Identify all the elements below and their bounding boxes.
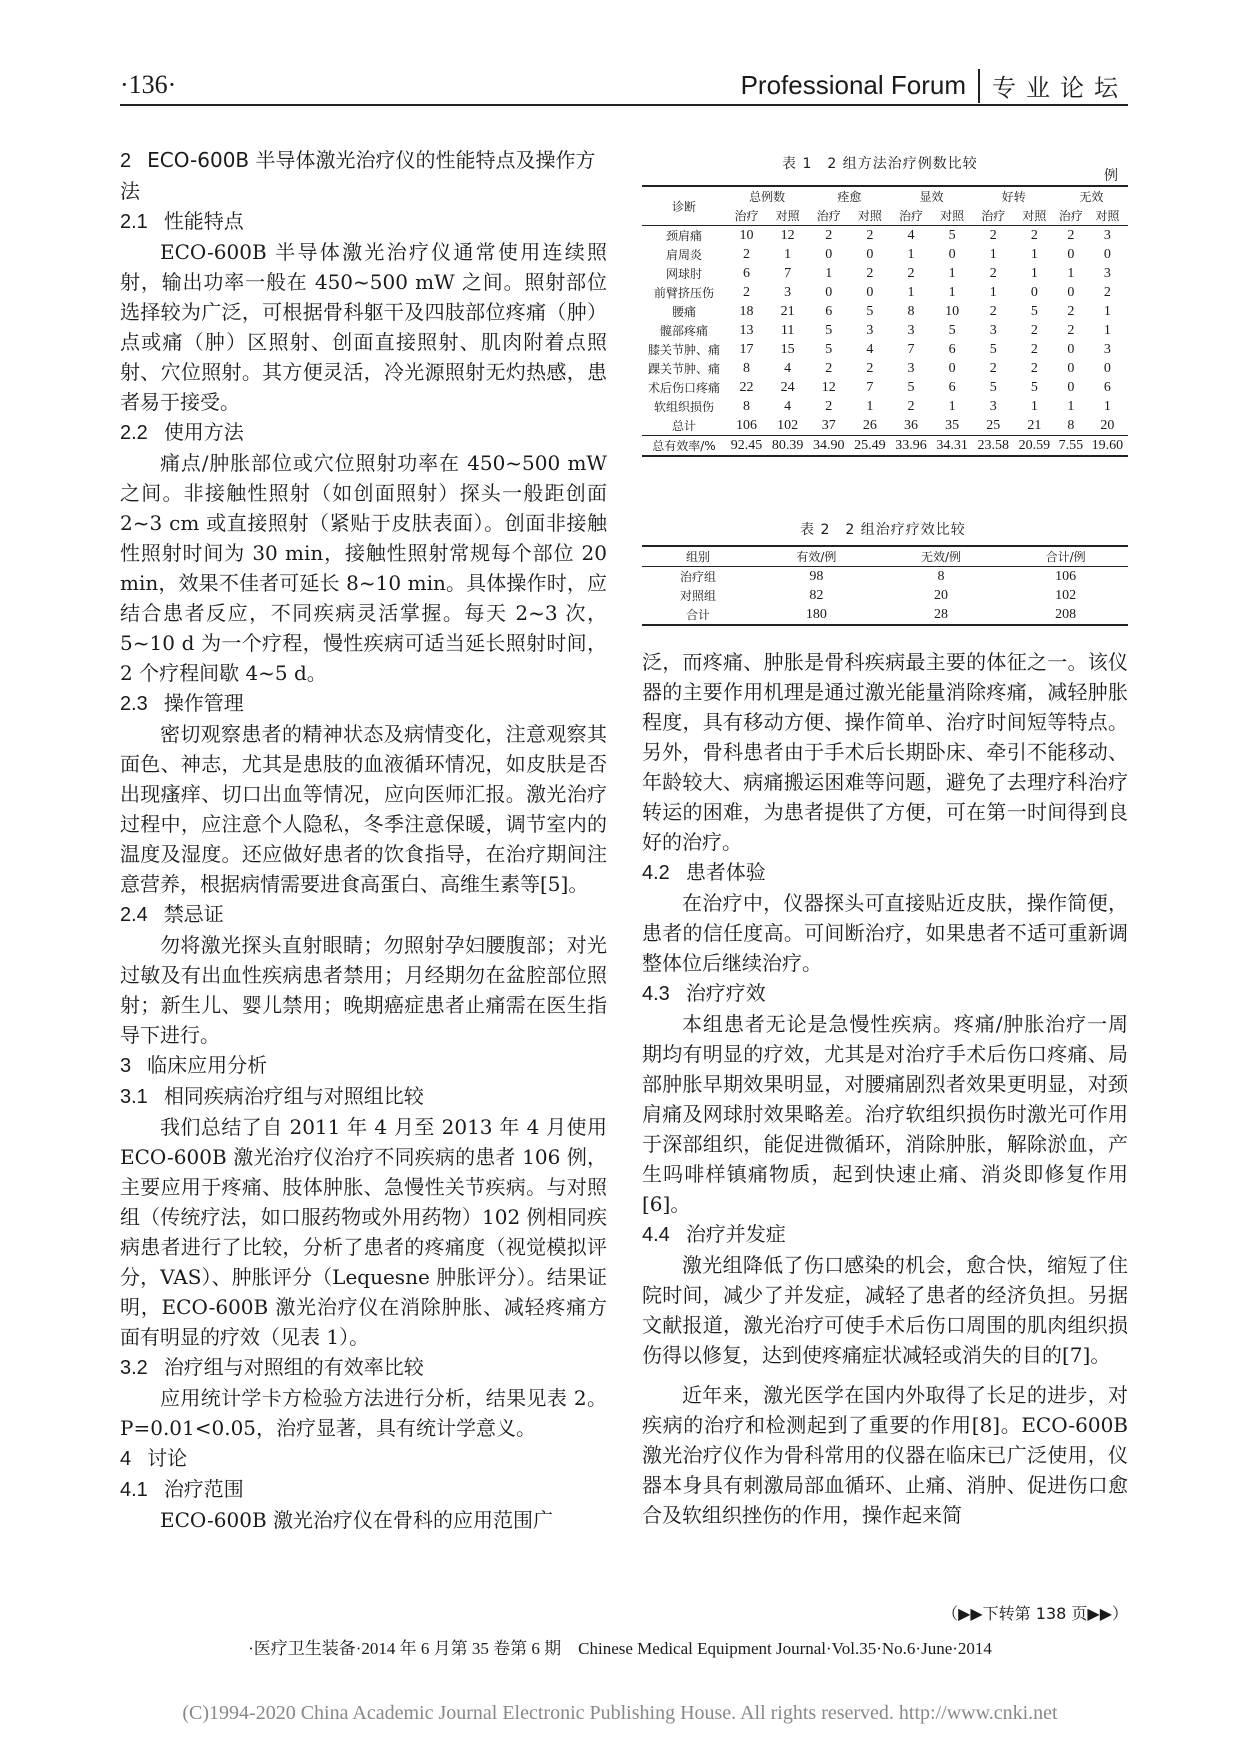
table1-cell: 1: [989, 284, 997, 300]
table1-cell: 3: [989, 322, 997, 338]
table1-cell: 2: [866, 360, 874, 376]
table1-cell: 18: [739, 303, 754, 319]
table1-cell: 2: [825, 227, 833, 243]
table1-cell: 106: [736, 417, 758, 433]
table1-cell: 20: [1100, 417, 1115, 433]
table1-cell: 11: [780, 322, 795, 338]
table2-cell: 对照组: [680, 589, 717, 603]
table1-cell: 80.39: [771, 437, 804, 453]
table1-cell: 6: [743, 265, 751, 281]
table1-cell: 4: [784, 360, 792, 376]
table1-cell: 2: [989, 265, 997, 281]
table1-cell: 0: [1067, 341, 1075, 357]
paragraph: 应用统计学卡方检验方法进行分析，结果见表 2。P=0.01<0.05，治疗显著，具有统计学意义。: [120, 1386, 607, 1440]
table1-cell: 5: [866, 303, 874, 319]
table1-cell: 2: [1103, 284, 1111, 300]
table1-cell: 0: [948, 360, 956, 376]
continued-note: （▶▶下转第 138 页▶▶）: [942, 1604, 1128, 1623]
table1-cell: 33.96: [895, 437, 927, 453]
table2-header: 合计/例: [1045, 550, 1086, 564]
table-row: [642, 378, 1128, 397]
table-row: [642, 397, 1128, 416]
table1-group-header: 无效: [1079, 190, 1104, 204]
table1-cell: 2: [743, 284, 751, 300]
table1-row-label: 总计: [671, 419, 696, 433]
table1-cell: 35: [945, 417, 960, 433]
section-title-cn: 专业论坛: [992, 74, 1128, 102]
table1-sub-header: 对照: [775, 209, 800, 223]
table1-cell: 34.31: [936, 437, 968, 453]
table1-unit: 例: [1104, 168, 1118, 184]
table1-cell: 5: [989, 341, 997, 357]
table1-cell: 2: [866, 227, 874, 243]
table-row: [642, 283, 1128, 302]
table1-cell: 5: [1030, 379, 1038, 395]
running-header: [741, 68, 1128, 103]
table1-row-label: 髋部疼痛: [659, 324, 708, 338]
table1-cell: 1: [948, 284, 956, 300]
table2-cell: 8: [937, 568, 945, 584]
table1-sub-header: 治疗: [1058, 209, 1083, 223]
table1-cell: 10: [739, 227, 754, 243]
table-row: [642, 264, 1128, 283]
table1-cell: 2: [1030, 341, 1038, 357]
table1-cell: 3: [866, 322, 874, 338]
table2-caption: 表 2 2 组治疗疗效比较: [800, 522, 966, 538]
table1-cell: 8: [1067, 417, 1075, 433]
paragraph: 激光组降低了伤口感染的机会，愈合快，缩短了住院时间，减少了并发症，减轻了患者的经济负担。另据文献报道，激光治疗可使手术后伤口周围的肌肉组织损伤得以修复，达到使疼痛症状减轻或消失的目的[7]。: [642, 1253, 1128, 1367]
subsection-heading: 4.4 治疗并发症: [642, 1222, 786, 1246]
table1-cell: 1: [1030, 398, 1038, 414]
table1-cell: 5: [989, 379, 997, 395]
table1-cell: 5: [1030, 303, 1038, 319]
subsection-heading: 4.3 治疗疗效: [642, 981, 766, 1005]
table1-cell: 15: [780, 341, 795, 357]
table-row: [642, 416, 1128, 436]
table1-cell: 6: [1103, 379, 1111, 395]
table1-cell: 8: [907, 303, 915, 319]
paragraph: 近年来，激光医学在国内外取得了长足的进步，对疾病的治疗和检测起到了重要的作用[8]。ECO-600B 激光治疗仪作为骨科常用的仪器在临床已广泛使用，仪器本身具有刺激局部血循环、止痛、消肿、促进伤口愈合及软组织挫伤的作用，操作起来简: [642, 1383, 1128, 1527]
table1-cell: 6: [948, 379, 956, 395]
paragraph: 泛，而疼痛、肿胀是骨科疾病最主要的体征之一。该仪器的主要作用机理是通过激光能量消除疼痛，减轻肿胀程度，具有移动方便、操作简单、治疗时间短等特点。另外，骨科患者由于手术后长期卧床、牵引不能移动、年龄较大、病痛搬运困难等问题，避免了去理疗科治疗转运的困难，为患者提供了方便，可在第一时间得到良好的治疗。: [642, 650, 1128, 854]
table1-row-label: 膝关节肿、痛: [647, 343, 720, 357]
table2-cell: 28: [934, 606, 949, 622]
paragraph: 我们总结了自 2011 年 4 月至 2013 年 4 月使用 ECO-600B 激光治疗仪治疗不同疾病的患者 106 例，主要应用于疼痛、肢体肿胀、急慢性关节疾病。与对照组（传统疗法，如口服药物或外用药物）102 例相同疾病患者进行了比较，分析了患者的疼痛度（视觉模拟评分，VAS）、肿胀评分（Lequesne 肿胀评分）。结果证明，ECO-600B 激光治疗仪在消除肿胀、减轻疼痛方面有明显的疗效（见表 1）。: [120, 1115, 607, 1349]
table2: [642, 545, 1128, 626]
table1-cell: 1: [1030, 265, 1038, 281]
table1-cell: 5: [948, 227, 956, 243]
section-title-en: Professional Forum: [740, 70, 966, 100]
subsection-heading: 2.4 禁忌证: [120, 902, 224, 926]
table1-cell: 2: [1067, 322, 1075, 338]
table1-cell: 4: [866, 341, 874, 357]
table1-cell: 1: [1103, 322, 1111, 338]
table1-sub-header: 治疗: [981, 209, 1006, 223]
paragraph: ECO-600B 半导体激光治疗仪通常使用连续照射，输出功率一般在 450~500 mW 之间。照射部位选择较为广泛，可根据骨科躯干及四肢部位疼痛（肿）点或痛（肿）区照射、创面直接照射、肌肉附着点照射、穴位照射。其方便灵活，冷光源照射无灼热感，患者易于接受。: [120, 240, 607, 414]
table1-cell: 1: [784, 246, 792, 262]
table1-cell: 0: [1067, 360, 1075, 376]
paragraph: 痛点/肿胀部位或穴位照射功率在 450~500 mW 之间。非接触性照射（如创面照射）探头一般距创面 2~3 cm 或直接照射（紧贴于皮肤表面）。创面非接触性照射时间为 30 min，接触性照射常规每个部位 20 min，效果不佳者可延长 8~10 min。具体操作时，应结合患者反应，不同疾病灵活掌握。每天 2~3 次，5~10 d 为一个疗程，慢性疾病可适当延长照射时间，2 个疗程间歇 4~5 d。: [120, 451, 607, 685]
table-row: [642, 436, 1128, 457]
table-row: [642, 226, 1128, 246]
table1-sub-header: 对照: [857, 209, 882, 223]
table1-cell: 7: [784, 265, 792, 281]
table1-cell: 5: [825, 322, 833, 338]
table2-header: 有效/例: [796, 550, 837, 564]
table1-row-label: 颈肩痛: [665, 229, 702, 243]
table1-cell: 25.49: [854, 437, 886, 453]
table1-row-label: 腰痛: [671, 305, 696, 319]
table1-cell: 0: [1067, 246, 1075, 262]
table2-header: 无效/例: [920, 550, 962, 564]
table1-cell: 8: [743, 360, 751, 376]
table1-cell: 21: [1027, 417, 1042, 433]
table-row: [642, 340, 1128, 359]
table2-cell: 治疗组: [680, 570, 717, 584]
table-row: [642, 321, 1128, 340]
table1-cell: 1: [907, 246, 915, 262]
table1-cell: 3: [989, 398, 997, 414]
table1-cell: 25: [986, 417, 1001, 433]
subsection-heading: 4.1 治疗范围: [120, 1477, 244, 1501]
table1-row-label: 总有效率/%: [652, 439, 716, 453]
table1-cell: 23.58: [977, 437, 1009, 453]
table1-cell: 2: [866, 265, 874, 281]
table1-cell: 1: [948, 265, 956, 281]
table1-cell: 2: [989, 303, 997, 319]
table1-cell: 17: [739, 341, 754, 357]
subsection-heading: 2.1 性能特点: [120, 209, 244, 233]
table1-cell: 6: [948, 341, 956, 357]
subsection-heading: 4.2 患者体验: [642, 860, 766, 884]
paragraph: 本组患者无论是急慢性疾病。疼痛/肿胀治疗一周期均有明显的疗效，尤其是对治疗手术后伤口疼痛、局部肿胀早期效果明显，对腰痛剧烈者效果更明显，对颈肩痛及网球肘效果略差。治疗软组织损伤时激光可作用于深部组织，能促进微循环，消除肿胀，解除淤血，产生吗啡样镇痛物质，起到快速止痛、消炎即修复作用[6]。: [642, 1012, 1128, 1216]
section-heading: 3 临床应用分析: [120, 1053, 268, 1077]
table1-cell: 102: [777, 417, 799, 433]
paragraph: 勿将激光探头直射眼睛；勿照射孕妇腰腹部；对光过敏及有出血性疾病患者禁用；月经期勿在盆腔部位照射；新生儿、婴儿禁用；晚期癌症患者止痛需在医生指导下进行。: [120, 933, 607, 1047]
table1-cell: 36: [903, 417, 918, 433]
table1-cell: 3: [907, 322, 915, 338]
table1-cell: 5: [948, 322, 956, 338]
table1-row-label: 肩周炎: [665, 248, 702, 262]
table1-cell: 2: [907, 398, 915, 414]
table1-sub-header: 治疗: [898, 209, 923, 223]
table-row: [642, 359, 1128, 378]
table1: [642, 185, 1128, 457]
table1-cell: 1: [1067, 398, 1075, 414]
table1-cell: 0: [948, 246, 956, 262]
subsection-heading: 2.2 使用方法: [120, 420, 244, 444]
table1-group-header: 总例数: [749, 190, 786, 204]
section-heading: 2 ECO-600B 半导体激光治疗仪的性能特点及操作方法: [120, 148, 596, 203]
table-row: [642, 245, 1128, 264]
table1-cell: 0: [1030, 284, 1038, 300]
paragraph: 密切观察患者的精神状态及病情变化，注意观察其面色、神志，尤其是患肢的血液循环情况，如皮肤是否出现瘙痒、切口出血等情况，应向医师汇报。激光治疗过程中，应注意个人隐私，冬季注意保暖，调节室内的温度及湿度。还应做好患者的饮食指导，在治疗期间注意营养，根据病情需要进食高蛋白、高维生素等[5]。: [120, 722, 607, 896]
table-row: [642, 567, 1128, 587]
table1-cell: 1: [1067, 265, 1075, 281]
table1-cell: 37: [821, 417, 836, 433]
table1-cell: 1: [825, 265, 833, 281]
header-rule: [120, 104, 1128, 106]
table1-sub-header: 治疗: [734, 209, 759, 223]
table2-cell: 102: [1055, 587, 1077, 603]
table1-cell: 10: [945, 303, 960, 319]
table1-cell: 4: [907, 227, 915, 243]
table1-cell: 0: [1067, 379, 1075, 395]
subsection-heading: 3.1 相同疾病治疗组与对照组比较: [120, 1084, 424, 1108]
table2-cell: 20: [934, 587, 949, 603]
table1-cell: 6: [825, 303, 833, 319]
table1-cell: 5: [825, 341, 833, 357]
table1-cell: 2: [825, 398, 833, 414]
table1-group-header: 显效: [919, 190, 944, 204]
copyright-line: (C)1994-2020 China Academic Journal Electronic Publishing House. All rights reserved. http://www.cnki.net: [182, 1702, 1058, 1724]
table-row: [642, 605, 1128, 625]
table1-cell: 0: [1103, 360, 1111, 376]
table1-cell: 1: [866, 398, 874, 414]
table1-cell: 2: [907, 265, 915, 281]
table2-cell: 98: [809, 568, 824, 584]
table1-cell: 1: [907, 284, 915, 300]
table1-cell: 21: [780, 303, 795, 319]
table1-cell: 1: [1103, 398, 1111, 414]
table1-cell: 8: [743, 398, 751, 414]
table1-cell: 7: [866, 379, 874, 395]
table2-cell: 82: [809, 587, 824, 603]
right-column: [642, 647, 1128, 1530]
table1-row-label: 术后伤口疼痛: [647, 381, 720, 395]
table1-sub-header: 治疗: [816, 209, 841, 223]
table1-group-header: 好转: [1001, 190, 1026, 204]
table1-row-label: 前臂挤压伤: [653, 286, 714, 300]
table2-cell: 106: [1055, 568, 1077, 584]
table1-cell: 26: [862, 417, 877, 433]
table1-cell: 13: [739, 322, 754, 338]
table1-cell: 0: [866, 246, 874, 262]
table1-cell: 92.45: [730, 437, 763, 453]
table1-cell: 0: [825, 284, 833, 300]
journal-footer: ·医疗卫生装备·2014 年 6 月第 35 卷第 6 期 Chinese Medical Equipment Journal·Vol.35·No.6·June·2014: [248, 1639, 992, 1658]
table1-cell: 0: [866, 284, 874, 300]
page-number: ·136·: [120, 70, 177, 99]
table-row: [642, 586, 1128, 605]
table1-cell: 1: [948, 398, 956, 414]
table1-cell: 3: [907, 360, 915, 376]
table1-cell: 1: [1103, 303, 1111, 319]
table1-cell: 2: [825, 360, 833, 376]
table1-cell: 7: [907, 341, 915, 357]
section-heading: 4 讨论: [120, 1446, 188, 1470]
table1-cell: 19.60: [1091, 437, 1124, 453]
table1-cell: 3: [1103, 265, 1111, 281]
paragraph: ECO-600B 激光治疗仪在骨科的应用范围广: [160, 1508, 554, 1532]
table1-cell: 5: [907, 379, 915, 395]
table2-cell: 180: [805, 606, 827, 622]
table1-cell: 0: [825, 246, 833, 262]
table1-cell: 2: [743, 246, 751, 262]
table1-cell: 1: [989, 246, 997, 262]
table1-cell: 24: [780, 379, 795, 395]
table1-cell: 12: [821, 379, 836, 395]
table2-header: 组别: [686, 550, 711, 564]
table1-cell: 2: [1030, 227, 1038, 243]
table1-row-label: 软组织损伤: [653, 400, 714, 414]
table1-cell: 3: [1103, 341, 1111, 357]
paragraph: 在治疗中，仪器探头可直接贴近皮肤，操作简便，患者的信任度高。可间断治疗，如果患者不适可重新调整体位后继续治疗。: [642, 891, 1128, 975]
table1-cell: 1: [1030, 246, 1038, 262]
table1-cell: 7.55: [1058, 437, 1084, 453]
table-row: [642, 302, 1128, 321]
table1-cell: 3: [1103, 227, 1111, 243]
table1-header-diagnosis: 诊断: [642, 186, 726, 226]
table1-cell: 2: [1067, 303, 1075, 319]
table1-cell: 4: [784, 398, 792, 414]
table1-cell: 0: [1067, 284, 1075, 300]
table2-cell: 208: [1055, 606, 1077, 622]
table1-cell: 2: [1030, 322, 1038, 338]
table1-cell: 2: [989, 360, 997, 376]
table1-cell: 12: [780, 227, 795, 243]
table1-cell: 2: [1067, 227, 1075, 243]
subsection-heading: 3.2 治疗组与对照组的有效率比较: [120, 1355, 424, 1379]
table1-cell: 34.90: [813, 437, 845, 453]
subsection-heading: 2.3 操作管理: [120, 691, 244, 715]
table1-cell: 2: [989, 227, 997, 243]
table1-row-label: 网球肘: [665, 267, 702, 281]
table1-cell: 22: [739, 379, 754, 395]
table1-sub-header: 对照: [1022, 209, 1047, 223]
table1-row-label: 踝关节肿、痛: [647, 362, 720, 376]
table1-caption: 表 1 2 组方法治疗例数比较: [782, 156, 978, 172]
table2-cell: 合计: [686, 608, 711, 622]
header-separator: [978, 69, 980, 103]
table1-cell: 3: [784, 284, 792, 300]
table1-cell: 0: [1103, 246, 1111, 262]
table1-cell: 2: [1030, 360, 1038, 376]
table1-sub-header: 对照: [940, 209, 965, 223]
table1-group-header: 痊愈: [837, 190, 862, 204]
table1-cell: 20.59: [1018, 437, 1051, 453]
table1-sub-header: 对照: [1095, 209, 1120, 223]
left-column: [120, 145, 607, 1535]
